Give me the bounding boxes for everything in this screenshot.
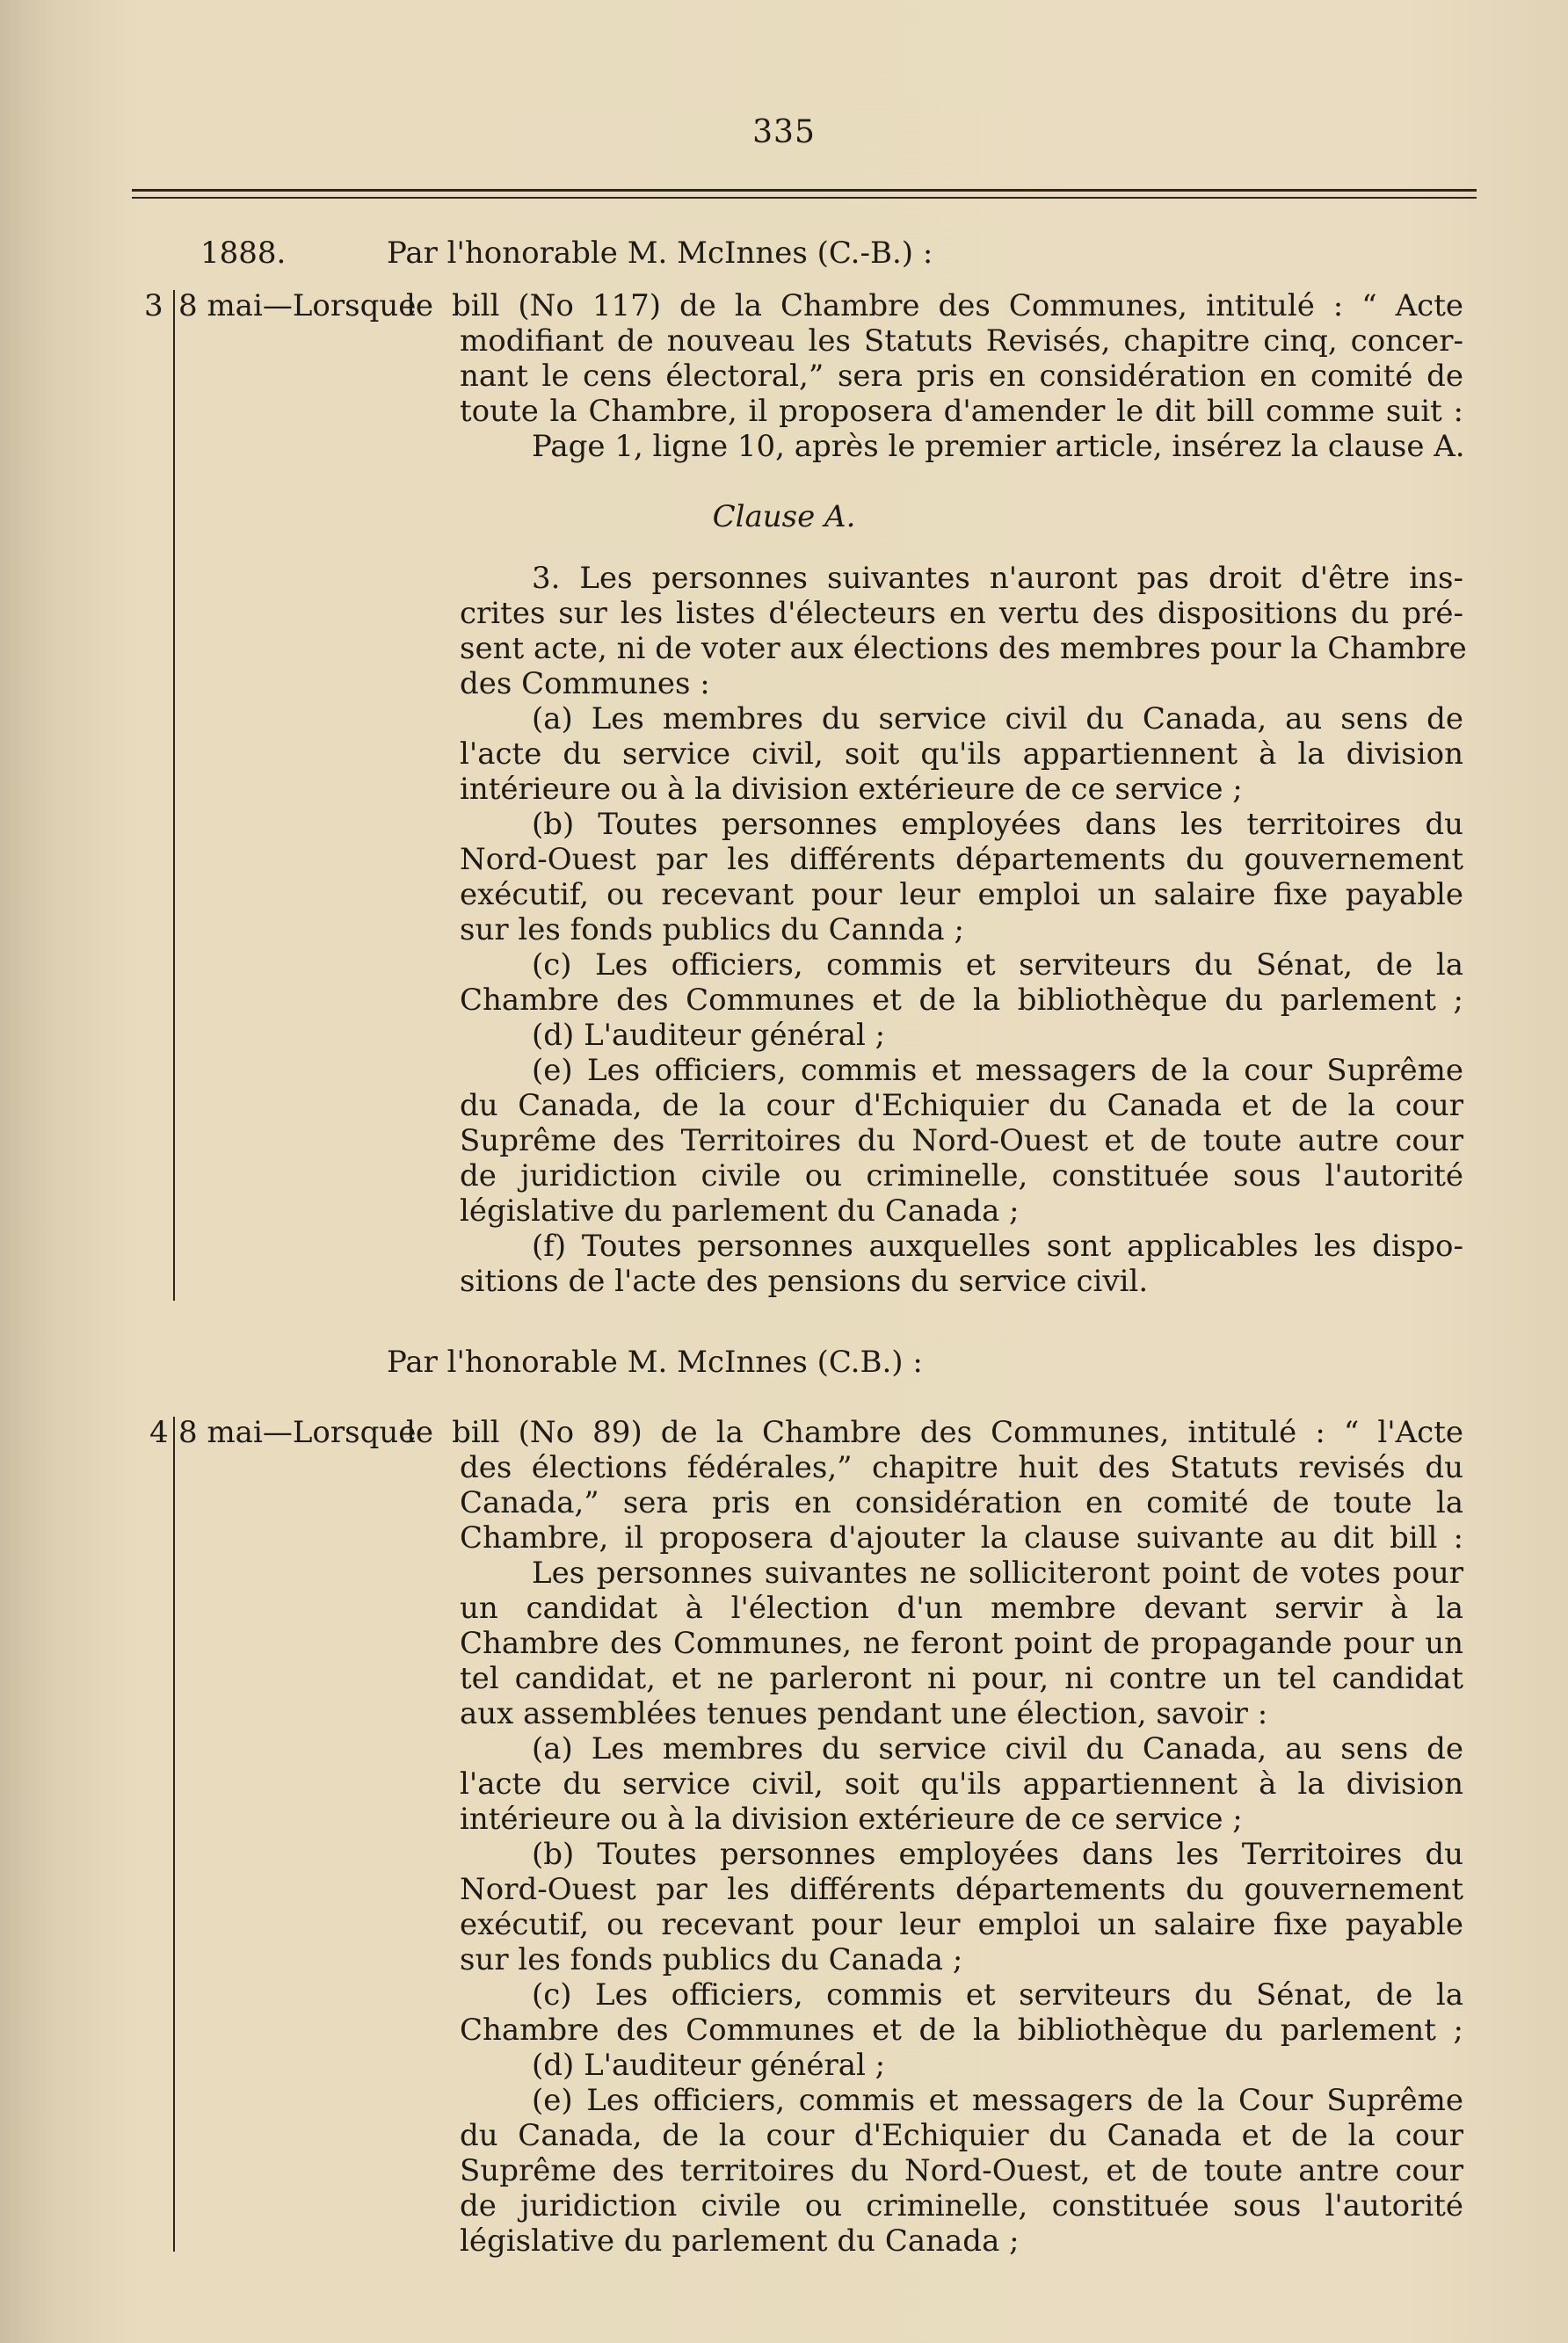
entry-speaker: Par l'honorable M. McInnes (C.-B.) : xyxy=(387,236,933,271)
clause-line: des Communes : xyxy=(460,666,710,701)
clause-line: sur les fonds publics du Canada ; xyxy=(460,1942,963,1977)
entry-text-line: le bill (No 89) de la Chambre des Communes, intitulé : “ l'Acte xyxy=(406,1415,1463,1450)
clause-line: (c) Les officiers, commis et serviteurs du Sénat, de la xyxy=(532,1977,1463,2013)
clause-line: intérieure ou à la division extérieure de ce service ; xyxy=(460,772,1243,807)
entry-text-line: le bill (No 117) de la Chambre des Communes, intitulé : “ Acte xyxy=(406,288,1463,323)
clause-line: 3. Les personnes suivantes n'auront pas droit d'être ins- xyxy=(532,561,1463,596)
clause-line: (e) Les officiers, commis et messagers de la Cour Suprême xyxy=(532,2083,1463,2118)
clause-title: Clause A. xyxy=(712,499,856,534)
entry-speaker: Par l'honorable M. McInnes (C.B.) : xyxy=(387,1345,923,1380)
clause-line: crites sur les listes d'électeurs en vertu des dispositions du pré- xyxy=(460,596,1463,631)
clause-line: Nord-Ouest par les différents départements du gouvernement xyxy=(460,1872,1463,1907)
clause-line: (e) Les officiers, commis et messagers de la cour Suprême xyxy=(532,1053,1463,1088)
clause-line: Suprême des Territoires du Nord-Ouest et de toute autre cour xyxy=(460,1123,1463,1158)
clause-line: (a) Les membres du service civil du Canada, au sens de xyxy=(532,1731,1463,1766)
entry-text-line: nant le cens électoral,” sera pris en considération en comité de xyxy=(460,359,1463,394)
clause-line: (f) Toutes personnes auxquelles sont applicables les dispo- xyxy=(532,1229,1463,1264)
page-number: 335 xyxy=(752,114,816,150)
entry-text-line: des élections fédérales,” chapitre huit des Statuts revisés du xyxy=(460,1450,1463,1485)
clause-line: tel candidat, et ne parleront ni pour, ni contre un tel candidat xyxy=(460,1661,1463,1696)
clause-line: exécutif, ou recevant pour leur emploi un salaire fixe payable xyxy=(460,877,1463,912)
clause-line: de juridiction civile ou criminelle, constituée sous l'autorité xyxy=(460,1158,1463,1193)
entry-number: 4 xyxy=(149,1415,169,1450)
clause-line: l'acte du service civil, soit qu'ils appartiennent à la division xyxy=(460,736,1463,772)
entry-number: 3 xyxy=(144,288,163,323)
clause-line: Chambre des Communes, ne feront point de propagande pour un xyxy=(460,1626,1463,1661)
margin-bar xyxy=(173,1417,175,2252)
clause-line: intérieure ou à la division extérieure de ce service ; xyxy=(460,1802,1243,1837)
clause-line: Suprême des territoires du Nord-Ouest, et de toute antre cour xyxy=(460,2153,1463,2188)
clause-line: (b) Toutes personnes employées dans les Territoires du xyxy=(532,1837,1463,1872)
clause-line: Nord-Ouest par les différents départements du gouvernement xyxy=(460,842,1463,877)
clause-line: législative du parlement du Canada ; xyxy=(460,2223,1020,2259)
clause-line: un candidat à l'élection d'un membre devant servir à la xyxy=(460,1591,1463,1626)
clause-line: l'acte du service civil, soit qu'ils appartiennent à la division xyxy=(460,1766,1463,1802)
clause-line: du Canada, de la cour d'Echiquier du Canada et de la cour xyxy=(460,1088,1463,1123)
clause-line: Chambre des Communes et de la bibliothèque du parlement ; xyxy=(460,2013,1463,2048)
clause-line: législative du parlement du Canada ; xyxy=(460,1193,1020,1229)
clause-line: (c) Les officiers, commis et serviteurs du Sénat, de la xyxy=(532,947,1463,983)
clause-line: aux assemblées tenues pendant une élection, savoir : xyxy=(460,1696,1268,1731)
entry-text-line: modifiant de nouveau les Statuts Revisés, chapitre cinq, concer- xyxy=(460,323,1463,359)
clause-line: (d) L'auditeur général ; xyxy=(532,2048,886,2083)
clause-line: (d) L'auditeur général ; xyxy=(532,1018,886,1053)
clause-line: Les personnes suivantes ne solliciteront point de votes pour xyxy=(532,1556,1463,1591)
entry-text-line: toute la Chambre, il proposera d'amender le dit bill comme suit : xyxy=(460,394,1463,429)
clause-line: sur les fonds publics du Cannda ; xyxy=(460,912,964,947)
margin-bar xyxy=(173,290,175,1301)
header-rule-thin xyxy=(132,197,1477,199)
entry-text-line: Chambre, il proposera d'ajouter la clause suivante au dit bill : xyxy=(460,1520,1463,1556)
clause-line: (a) Les membres du service civil du Canada, au sens de xyxy=(532,701,1463,736)
clause-line: (b) Toutes personnes employées dans les territoires du xyxy=(532,807,1463,842)
entry-date: 8 mai—Lorsque xyxy=(178,288,417,323)
clause-line: sent acte, ni de voter aux élections des membres pour la Chambre xyxy=(460,631,1467,666)
clause-line: exécutif, ou recevant pour leur emploi un salaire fixe payable xyxy=(460,1907,1463,1942)
clause-line: sitions de l'acte des pensions du service civil. xyxy=(460,1264,1149,1299)
clause-line: de juridiction civile ou criminelle, constituée sous l'autorité xyxy=(460,2188,1463,2223)
year-label: 1888. xyxy=(200,236,287,271)
clause-line: du Canada, de la cour d'Echiquier du Canada et de la cour xyxy=(460,2118,1463,2153)
entry-text-line: Canada,” sera pris en considération en comité de toute la xyxy=(460,1485,1463,1520)
clause-line: Chambre des Communes et de la bibliothèque du parlement ; xyxy=(460,983,1463,1018)
instruction-line: Page 1, ligne 10, après le premier article, insérez la clause A. xyxy=(532,429,1465,464)
header-rule xyxy=(132,189,1477,192)
entry-date: 8 mai—Lorsque xyxy=(178,1415,417,1450)
